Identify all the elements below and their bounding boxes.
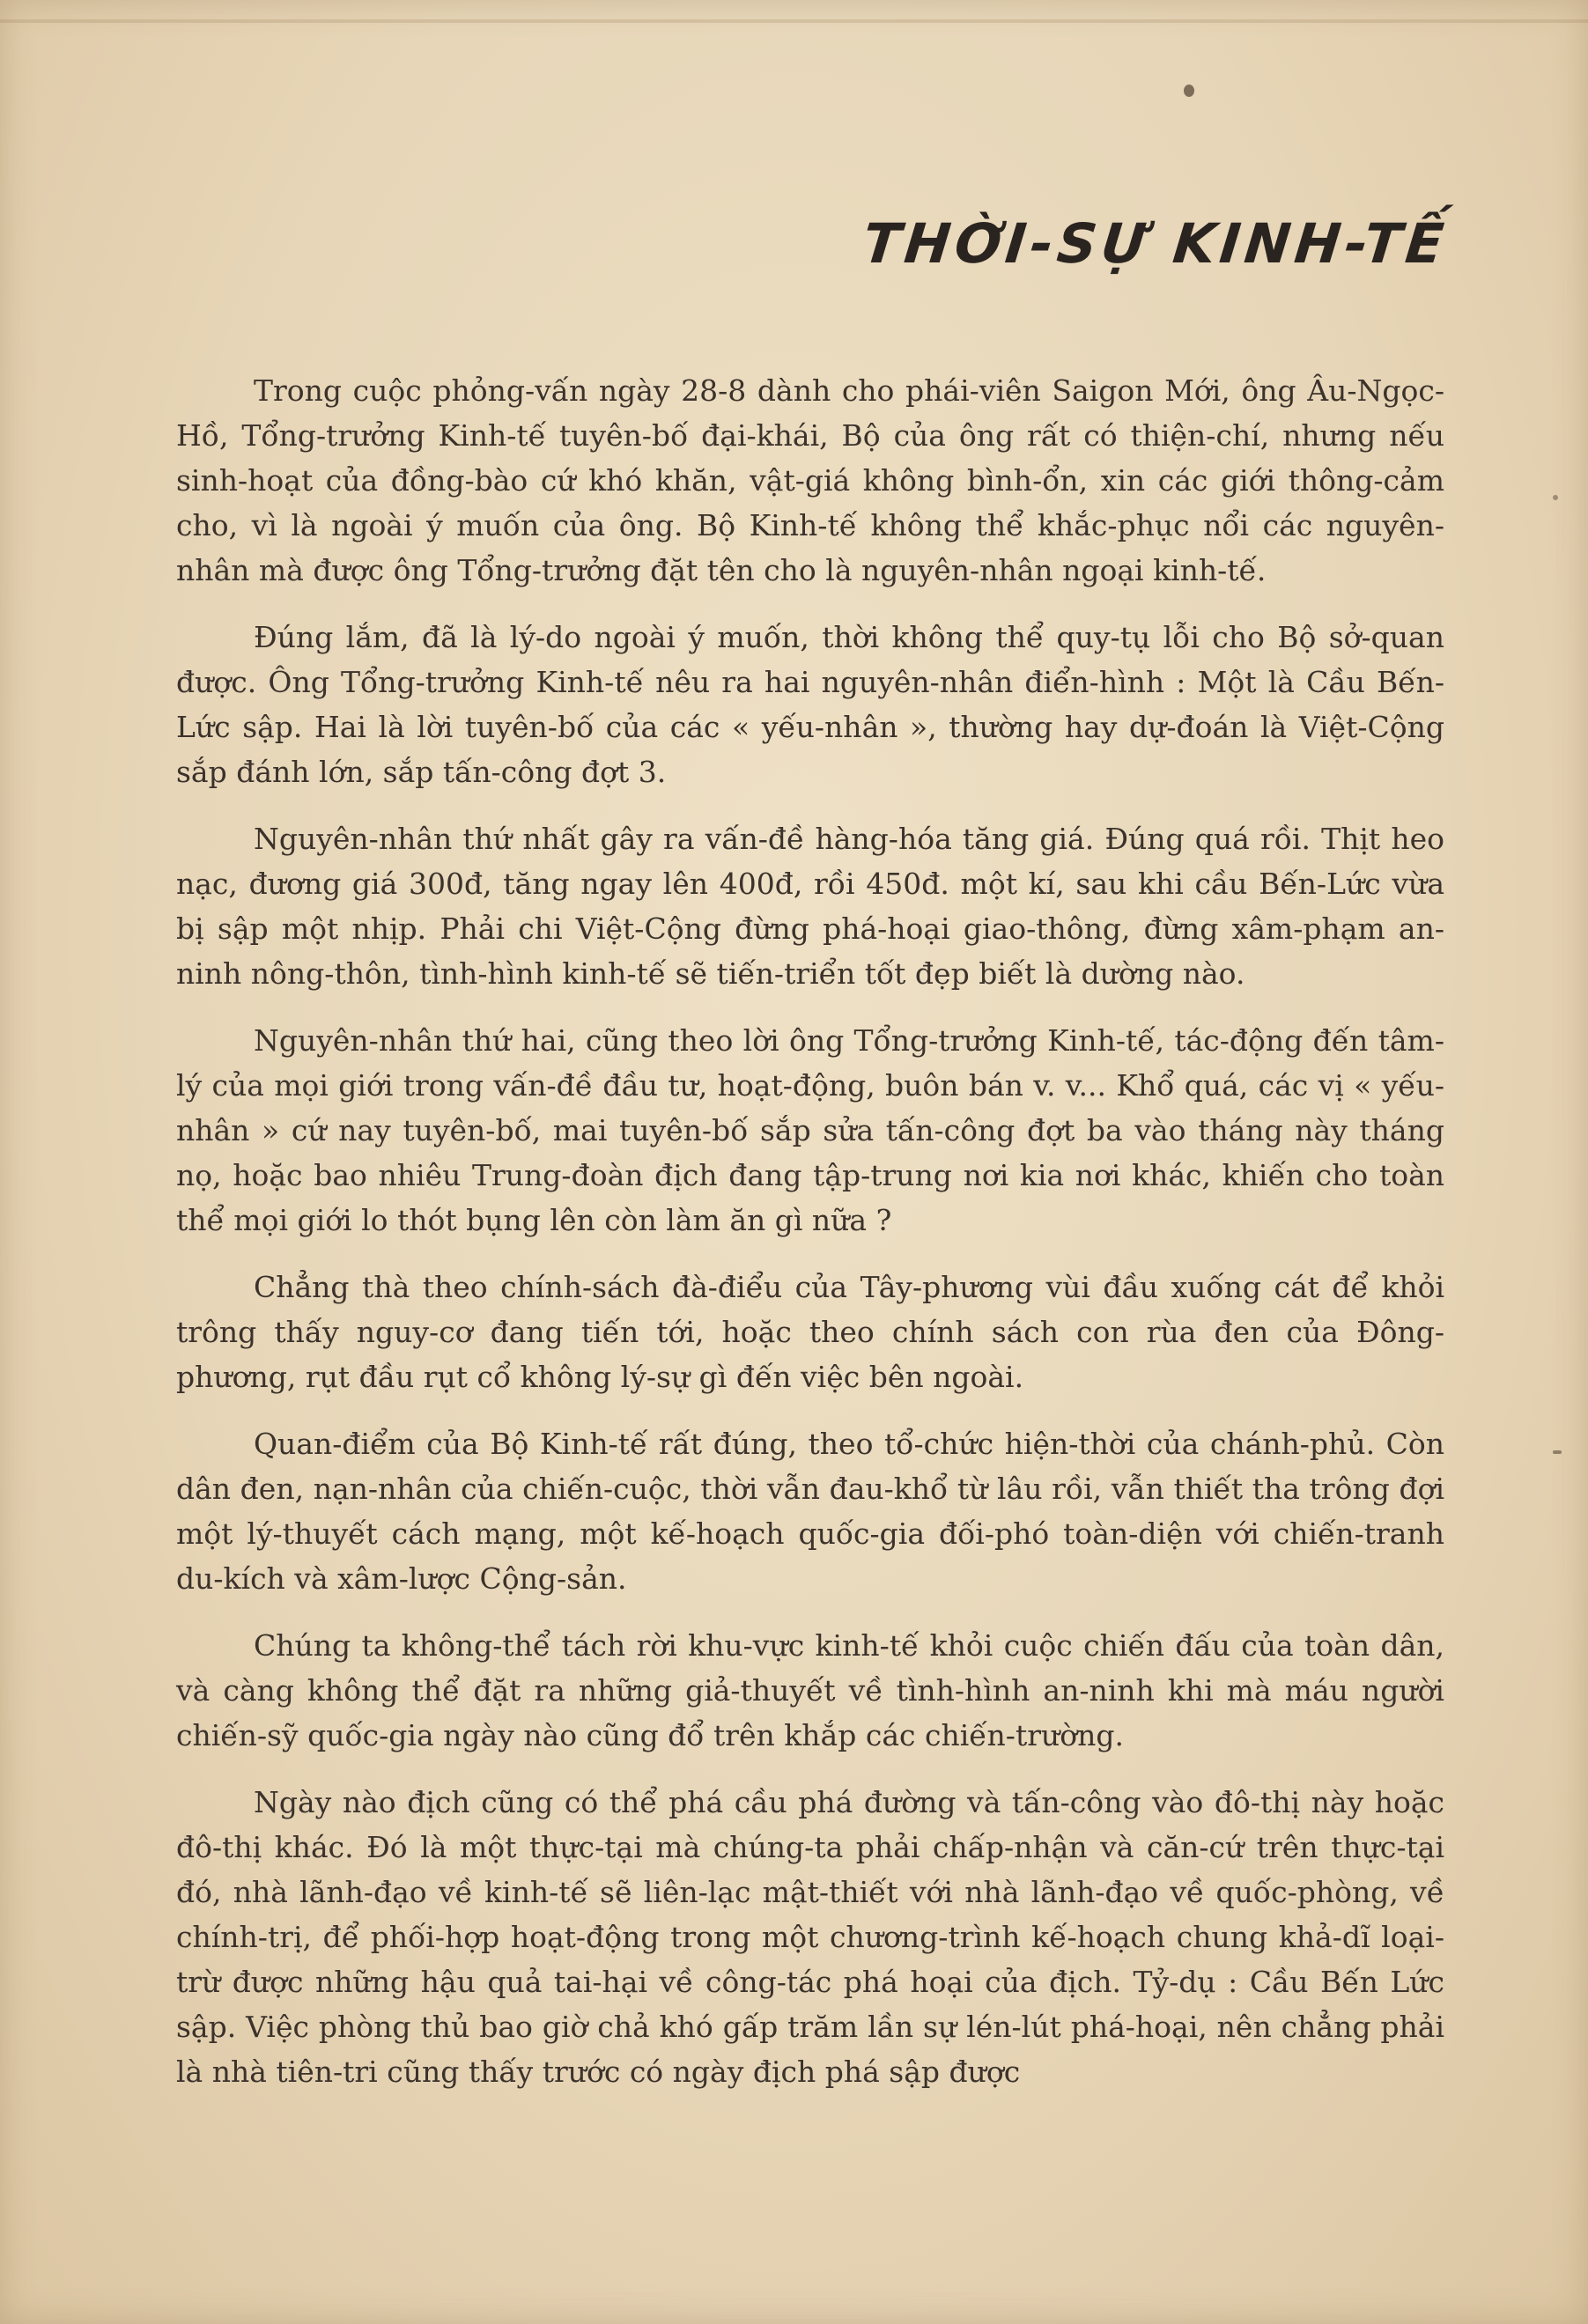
- ink-speck: [1553, 1450, 1562, 1454]
- article-paragraph: Chúng ta không-thể tách rời khu-vực kinh-tế khỏi cuộc chiến đấu của toàn dân, và càng không thể đặt ra những giả-thuyết về tình-hình an-ninh khi mà máu người chiến-sỹ quốc-gia ngày nào cũng đổ trên khắp các chiến-trường.: [176, 1628, 1444, 1752]
- article-paragraph: Nguyên-nhân thứ hai, cũng theo lời ông Tổng-trưởng Kinh-tế, tác-động đến tâm-lý của mọi giới trong vấn-đề đầu tư, hoạt-động, buôn bán v. v... Khổ quá, các vị « yếu-nhân » cứ nay tuyên-bố, mai tuyên-bố sắp sửa tấn-công đợt ba vào tháng này tháng nọ, hoặc bao nhiêu Trung-đoàn địch đang tập-trung nơi kia nơi khác, khiến cho toàn thể mọi giới lo thót bụng lên còn làm ăn gì nữa ?: [176, 1023, 1444, 1237]
- article-paragraph: Đúng lắm, đã là lý-do ngoài ý muốn, thời không thể quy-tụ lỗi cho Bộ sở-quan được. Ông Tổng-trưởng Kinh-tế nêu ra hai nguyên-nhân điển-hình : Một là Cầu Bến-Lức sập. Hai là lời tuyên-bố của các « yếu-nhân », thường hay dự-đoán là Việt-Cộng sắp đánh lớn, sắp tấn-công đợt 3.: [176, 620, 1444, 789]
- article-paragraph: Chẳng thà theo chính-sách đà-điểu của Tây-phương vùi đầu xuống cát để khỏi trông thấy nguy-cơ đang tiến tới, hoặc theo chính sách con rùa đen của Đông-phương, rụt đầu rụt cổ không lý-sự gì đến việc bên ngoài.: [176, 1270, 1444, 1394]
- page-title: THỜI-SỰ KINH-TẾ: [859, 211, 1451, 276]
- article-paragraph: Quan-điểm của Bộ Kinh-tế rất đúng, theo tổ-chức hiện-thời của chánh-phủ. Còn dân đen, nạn-nhân của chiến-cuộc, thời vẫn đau-khổ từ lâu rồi, vẫn thiết tha trông đợi một lý-thuyết cách mạng, một kế-hoạch quốc-gia đối-phó toàn-diện với chiến-tranh du-kích và xâm-lược Cộng-sản.: [176, 1427, 1444, 1596]
- article-body: [176, 368, 1444, 2116]
- ink-speck: [1553, 495, 1558, 500]
- article-paragraph: Trong cuộc phỏng-vấn ngày 28-8 dành cho phái-viên Saigon Mới, ông Âu-Ngọc-Hồ, Tổng-trưởng Kinh-tế tuyên-bố đại-khái, Bộ của ông rất có thiện-chí, nhưng nếu sinh-hoạt của đồng-bào cứ khó khăn, vật-giá không bình-ổn, xin các giới thông-cảm cho, vì là ngoài ý muốn của ông. Bộ Kinh-tế không thể khắc-phục nổi các nguyên-nhân mà được ông Tổng-trưởng đặt tên cho là nguyên-nhân ngoại kinh-tế.: [176, 373, 1444, 587]
- article-paragraph: Nguyên-nhân thứ nhất gây ra vấn-đề hàng-hóa tăng giá. Đúng quá rồi. Thịt heo nạc, đương giá 300đ, tăng ngay lên 400đ, rồi 450đ. một kí, sau khi cầu Bến-Lức vừa bị sập một nhịp. Phải chi Việt-Cộng đừng phá-hoại giao-thông, đừng xâm-phạm an-ninh nông-thôn, tình-hình kinh-tế sẽ tiến-triển tốt đẹp biết là dường nào.: [176, 822, 1444, 991]
- article-paragraph: Ngày nào địch cũng có thể phá cầu phá đường và tấn-công vào đô-thị này hoặc đô-thị khác. Đó là một thực-tại mà chúng-ta phải chấp-nhận và căn-cứ trên thực-tại đó, nhà lãnh-đạo về kinh-tế sẽ liên-lạc mật-thiết với nhà lãnh-đạo về quốc-phòng, về chính-trị, để phối-hợp hoạt-động trong một chương-trình kế-hoạch chung khả-dĩ loại-trừ được những hậu quả tai-hại về công-tác phá hoại của địch. Tỷ-dụ : Cầu Bến Lức sập. Việc phòng thủ bao giờ chả khó gấp trăm lần sự lén-lút phá-hoại, nên chẳng phải là nhà tiên-tri cũng thấy trước có ngày địch phá sập được: [176, 1785, 1444, 2089]
- page-fold-line: [0, 19, 1588, 23]
- ink-speck: [1184, 85, 1194, 97]
